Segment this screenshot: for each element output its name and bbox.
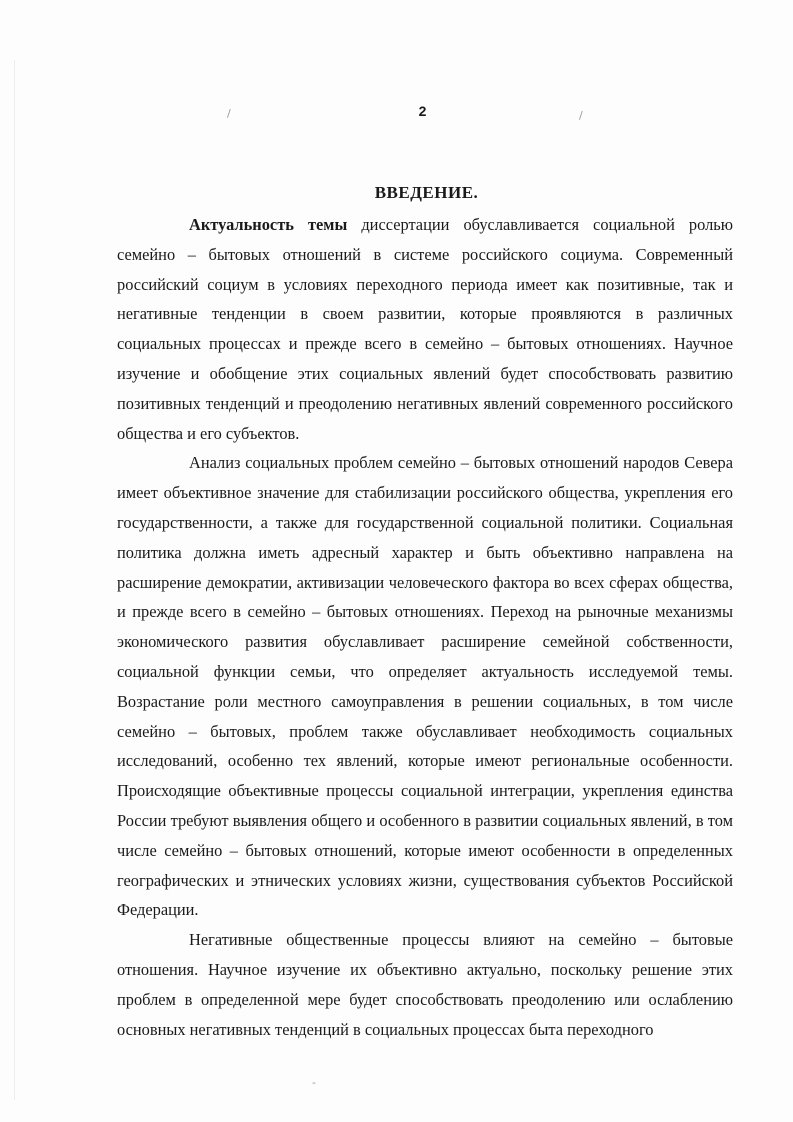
section-heading: ВВЕДЕНИЕ. xyxy=(374,183,479,202)
paragraph-text: Негативные общественные процессы влияют на семейно – бытовые отношения. Научное изучение их объективно актуально, поскольку решение этих проблем в определенной мере будет способствовать преодолению или ослаблению основных негативных тенденций в социальных процессах быта переходного xyxy=(117,930,733,1039)
scan-edge-line xyxy=(14,60,15,1100)
paragraph-negative xyxy=(117,925,733,1044)
paragraph-lead: Актуальность темы xyxy=(189,215,348,234)
page-number: 2 xyxy=(418,103,427,119)
paragraph-relevance xyxy=(117,210,733,448)
paragraph-text: Анализ социальных проблем семейно – бытовых отношений народов Севера имеет объективное значение для стабилизации российского общества, укрепления его государственности, а также для государственной социальной политики. Социальная политика должна иметь адресный характер и быть объективно направлена на расширение демократии, активизации человеческого фактора во всех сферах общества, и прежде всего в семейно – бытовых отношениях. Переход на рыночные механизмы экономического развития обуславливает расширение семейной собственности, социальной функции семьи, что определяет актуальность исследуемой темы. Возрастание роли местного самоуправления в решении социальных, в том числе семейно – бытовых, проблем также обуславливает необходимость социальных исследований, особенно тех явлений, которые имеют региональные особенности. Происходящие объективные процессы социальной интеграции, укрепления единства России требуют выявления общего и особенного в развитии социальных явлений, в том числе семейно – бытовых отношений, которые имеют особенности в определенных географических и этнических условиях жизни, существования субъектов Российской Федерации. xyxy=(117,453,733,920)
paragraph-text: диссертации обуславливается социальной ролью семейно – бытовых отношений в системе российского социума. Современный российский социум в условиях переходного периода имеет как позитивные, так и негативные тенденции в своем развитии, которые проявляются в различных социальных процессах и прежде всего в семейно – бытовых отношениях. Научное изучение и обобщение этих социальных явлений будет способствовать развитию позитивных тенденций и преодолению негативных явлений современного российского общества и его субъектов. xyxy=(117,215,733,443)
scan-mark: / xyxy=(227,107,231,120)
scan-mark: - xyxy=(312,1076,316,1089)
paragraph-analysis xyxy=(117,448,733,925)
body-text xyxy=(117,210,733,1044)
scan-mark: / xyxy=(579,109,583,122)
